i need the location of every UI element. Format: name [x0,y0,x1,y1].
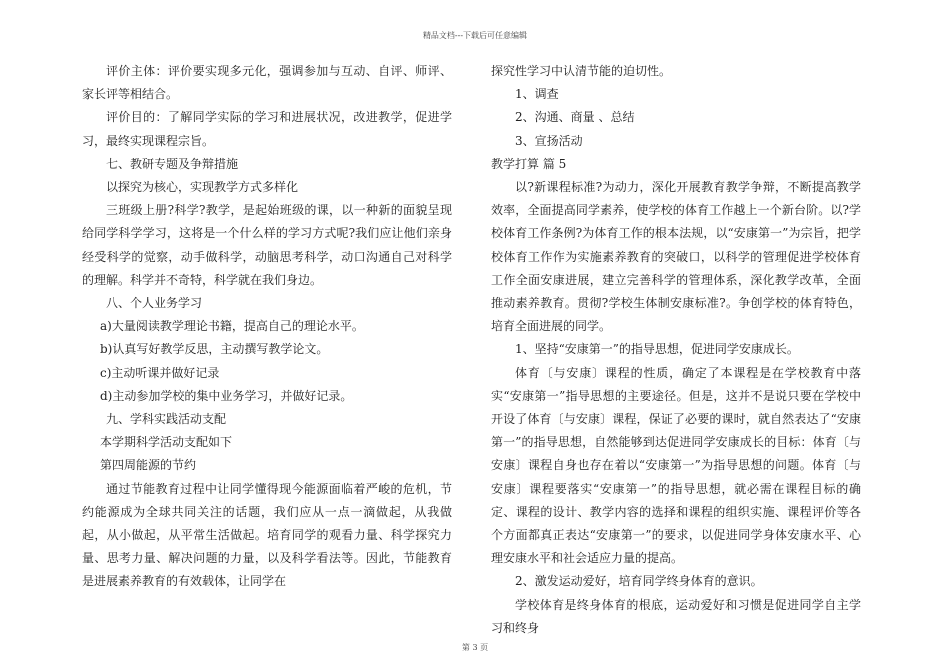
list-item: c)主动听课并做好记录 [100,365,220,380]
page-number: 第 3 页 [461,643,489,652]
paragraph: 三班级上册?科学?教学，是起始班级的课，以一种新的面貌呈现给同学科学学习，这将是一个什么样的学习方式呢?我们应让他们亲身经受科学的觉察，动手做科学，动脑思考科学，动口沟通自己对科学的理解。科学并不奇特，科学就在我们身边。 [82,203,452,287]
section-heading: 教学打算 篇 5 [491,156,567,171]
paragraph: 学校体育是终身体育的根底，运动爱好和习惯是促进同学自主学习和终身 [491,597,861,635]
section-heading: 2、激发运动爱好，培育同学终身体育的意识。 [515,574,763,589]
paragraph: 评价主体：评价要实现多元化，强调参加与互动、自评、师评、家长评等相结合。 [82,64,452,102]
page-header: 精品文档---下载后可任意编辑 [422,31,528,40]
list-item: 2、沟通、商量 、总结 [515,110,635,125]
left-column [82,60,452,594]
paragraph: 通过节能教育过程中让同学懂得现今能源面临着严峻的危机，节约能源成为全球共同关注的话题，我们应从一点一滴做起，从我做起，从小做起，从平常生活做起。培育同学的观看力量、科学探究力量、思考力量、解决问题的力量，以及科学看法等。因此，节能教育是进展素养教育的有效载体，让同学在 [82,481,452,589]
list-item: 1、调查 [515,87,559,102]
paragraph: 以?新课程标准?为动力，深化开展教育教学争辩，不断提高教学效率，全面提高同学素养，使学校的体育工作越上一个新台阶。以?学校体育工作条例?为体育工作的根本法规，以“安康第一”为宗旨，把学校体育工作作为实施素养教育的突破口，以科学的管理促进学校体育工作全面安康进展，建立完善科学的管理体系，深化教学改革，全面推动素养教育。贯彻?学校生体制安康标准?。争创学校的体育特色，培育全面进展的同学。 [491,180,861,334]
section-heading: 七、教研专题及争辩措施 [106,156,239,171]
paragraph: 体育〔与安康〕课程的性质，确定了本课程是在学校教育中落实“安康第一”指导思想的主要途径。但是，这并不是说只要在学校中开设了体育〔与安康〕课程，保证了必要的课时，就自然表达了“安康第一”的指导思想，自然能够到达促进同学安康成长的目标：体育〔与安康〕课程自身也存在着以“安康第一”为指导思想的问题。体育〔与安康〕课程要落实“安康第一”的指导思想，就必需在课程目标的确定、课程的设计、教学内容的选择和课程的组织实施、课程评价等各个方面都真正表达“安康第一”的要求，以促进同学身体安康水平、心理安康水平和社会适应力量的提高。 [491,365,861,566]
list-item: b)认真写好教学反思，主动撰写教学论文。 [100,342,329,357]
list-item: 3、宣扬活动 [515,133,583,148]
paragraph: 评价目的：了解同学实际的学习和进展状况，改进教学，促进学习，最终实现课程宗旨。 [82,110,452,148]
section-heading: 九、学科实践活动支配 [106,412,227,427]
right-column [491,60,861,640]
section-heading: 八、个人业务学习 [106,296,203,311]
section-heading: 1、坚持“安康第一”的指导思想，促进同学安康成长。 [515,342,799,357]
paragraph: 以探究为核心，实现教学方式多样化 [106,180,299,195]
paragraph: 探究性学习中认清节能的迫切性。 [491,64,672,78]
list-item: d)主动参加学校的集中业务学习，并做好记录。 [100,388,353,403]
paragraph: 第四周能源的节约 [100,458,197,473]
paragraph: 本学期科学活动支配如下 [100,435,233,450]
list-item: a)大量阅读教学理论书籍，提高自己的理论水平。 [100,319,364,334]
